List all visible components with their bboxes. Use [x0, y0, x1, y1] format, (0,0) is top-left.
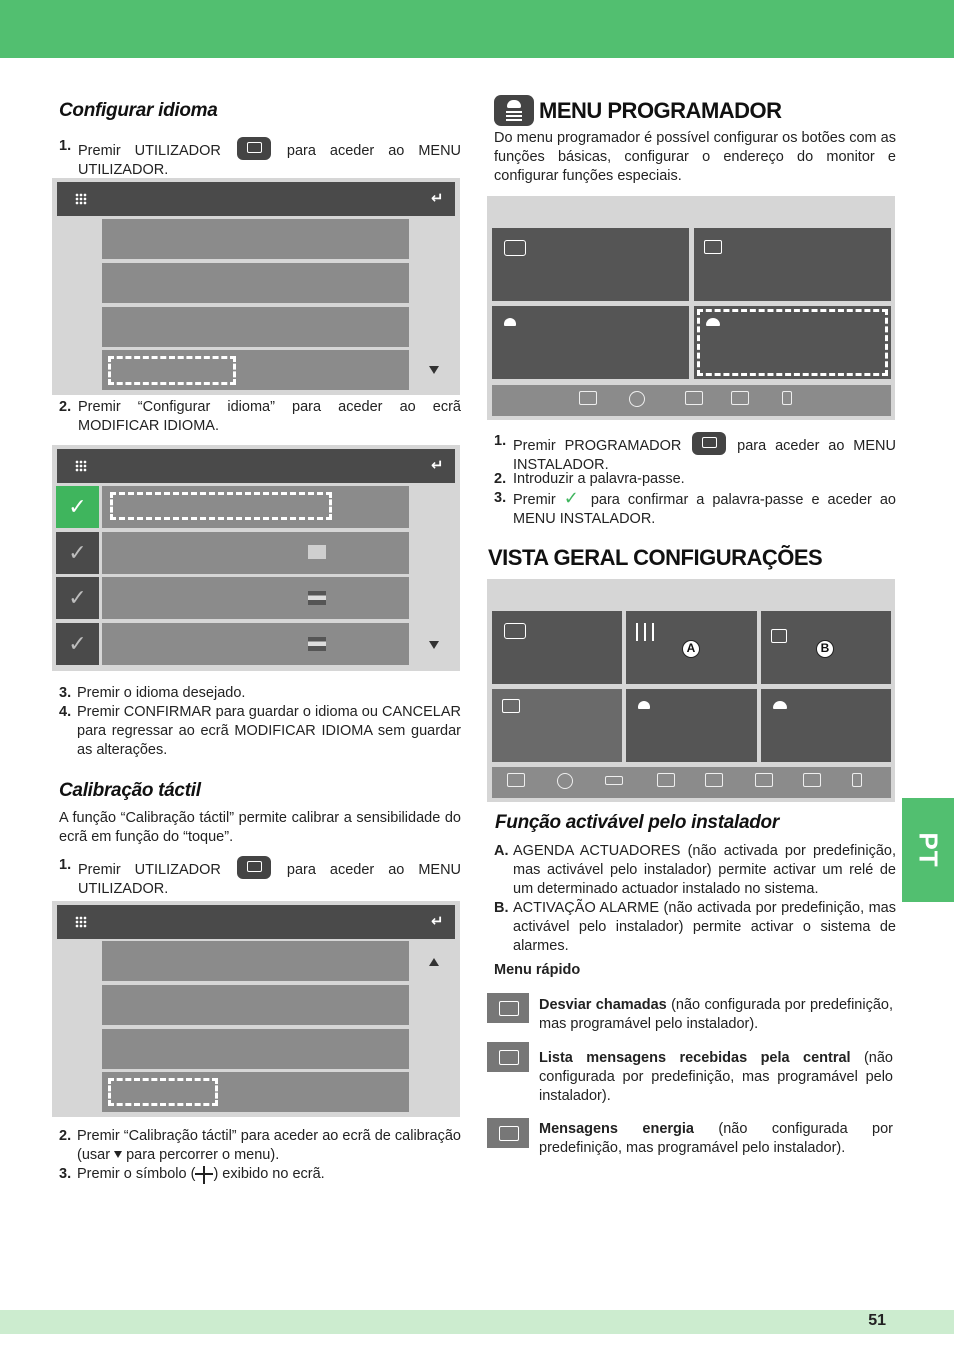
tile-video[interactable]: [694, 228, 891, 301]
idioma-step-1: 1. Premir UTILIZADOR para aceder ao MENU UTILIZADOR.: [59, 138, 462, 178]
screen-calibracao-menu: [52, 901, 460, 1117]
calib-step-3: 3. Premir o símbolo ( ) exibido no ecrã.: [59, 1166, 325, 1182]
tile-agenda-actuadores[interactable]: [626, 611, 757, 684]
menu-row[interactable]: [102, 307, 409, 347]
menu-row-configurar-idioma[interactable]: [102, 350, 409, 390]
programador-icon: [494, 95, 534, 126]
menu-grid-icon[interactable]: [75, 460, 87, 472]
programador-step-1: 1. Premir PROGRAMADOR para aceder ao MENU INSTALADOR.: [494, 433, 896, 473]
programador-step-2: 2. Introduzir a palavra-passe.: [494, 471, 685, 487]
intercom-icon[interactable]: [629, 391, 645, 407]
arrow-down-icon: [114, 1151, 122, 1158]
tile-programador[interactable]: [761, 689, 891, 762]
programador-intro: Do menu programador é possível configurar os botões com as funções básicas, configurar o endereço do monitor e configurar funções especiais.: [494, 130, 896, 184]
menu-row[interactable]: [102, 1029, 409, 1069]
idioma-step-4: 4. Premir CONFIRMAR para guardar o idioma ou CANCELAR para regressar ao ecrã MODIFICAR IDIOMA sem guardar as alterações.: [59, 704, 461, 758]
tile-servicos[interactable]: [492, 306, 689, 379]
section-title-configurar-idioma: Configurar idioma: [59, 100, 218, 121]
mensagens-energia-icon: [487, 1118, 529, 1148]
idioma-step-2: 2. Premir “Configurar idioma” para aceder ao ecrã MODIFICAR IDIOMA.: [59, 399, 461, 434]
screen-header: [57, 905, 455, 939]
screen-add-icon[interactable]: [657, 773, 675, 787]
menu-desviar-chamadas: Desviar chamadas (não configurada por predefinição, mas programável pelo instalador).: [539, 997, 894, 1032]
lock-icon: [771, 629, 787, 643]
intercom-icon[interactable]: [557, 773, 573, 789]
screen-menu-utilizador: [52, 178, 460, 395]
idioma-step-3: 3. Premir o idioma desejado.: [59, 685, 246, 701]
language-row[interactable]: [102, 577, 409, 619]
tile-video[interactable]: [492, 689, 622, 762]
back-enter-icon[interactable]: ↵: [431, 913, 444, 930]
user-icon: [638, 701, 650, 709]
envelope-icon[interactable]: [731, 391, 749, 405]
section-title-menu-programador: MENU PROGRAMADOR: [539, 98, 782, 123]
flag-icon: [308, 591, 326, 605]
menu-grid-icon[interactable]: [75, 193, 87, 205]
message-icon[interactable]: [579, 391, 597, 405]
screen-add-icon[interactable]: [685, 391, 703, 405]
flag-icon: [308, 637, 326, 651]
programador-step-3: 3. Premir ✓ para confirmar a palavra-passe e aceder ao MENU INSTALADOR.: [494, 488, 896, 527]
message-icon[interactable]: [507, 773, 525, 787]
video-icon: [704, 240, 722, 254]
highlight-dashed: [697, 309, 888, 376]
calibracao-intro: A função “Calibração táctil” permite calibrar a sensibilidade do ecrã em função do “toque”.: [59, 810, 461, 845]
check-icon[interactable]: ✓: [56, 623, 99, 665]
sliders-icon: [636, 623, 658, 641]
energy-message-icon[interactable]: [803, 773, 821, 787]
language-tab: PT: [902, 798, 954, 902]
highlight-dashed: [108, 1078, 218, 1106]
tile-programador[interactable]: [694, 306, 891, 379]
menu-lista-mensagens: Lista mensagens recebidas pela central (não configurada por predefinição, mas programável pelo instalador).: [539, 1050, 893, 1104]
funcao-item-b: B. ACTIVAÇÃO ALARME (não activada por predefinição, mas activável pelo instalador) permite activar o sistema de alarmes.: [494, 900, 896, 954]
utilizador-icon: [237, 856, 271, 879]
section-title-vista-geral: VISTA GERAL CONFIGURAÇÕES: [488, 545, 823, 570]
screen-header: [57, 182, 455, 216]
programador-inline-icon: [692, 432, 726, 455]
programador-small-icon: [773, 701, 787, 709]
check-confirm-icon: ✓: [563, 488, 583, 508]
programador-small-icon: [706, 318, 720, 326]
section-title-funcao-activavel: Função activável pelo instalador: [495, 812, 779, 833]
screen-programador: [487, 196, 895, 420]
check-icon[interactable]: ✓: [56, 532, 99, 574]
calib-step-1: 1. Premir UTILIZADOR para aceder ao MENU UTILIZADOR.: [59, 857, 462, 897]
menu-grid-icon[interactable]: [75, 916, 87, 928]
check-icon[interactable]: ✓: [56, 486, 99, 528]
scroll-down-icon[interactable]: [429, 641, 439, 649]
door-icon[interactable]: [852, 773, 862, 787]
menu-row[interactable]: [102, 985, 409, 1025]
highlight-dashed: [108, 356, 236, 385]
door-icon[interactable]: [782, 391, 792, 405]
language-row[interactable]: [102, 532, 409, 574]
menu-row[interactable]: [102, 219, 409, 259]
back-enter-icon[interactable]: ↵: [431, 457, 444, 474]
call-divert-icon[interactable]: [605, 776, 623, 785]
calib-step-2: 2. Premir “Calibração táctil” para aceder ao ecrã de calibração (usar para percorrer o menu).: [59, 1128, 461, 1163]
flag-uk-icon: [308, 545, 326, 559]
chat-icon: [504, 623, 526, 639]
chat-icon: [504, 240, 526, 256]
lista-mensagens-icon: [487, 1042, 529, 1072]
video-icon: [502, 699, 520, 713]
screen-vista-geral: [487, 579, 895, 802]
language-row-selected[interactable]: [102, 486, 409, 528]
tile-utilizador[interactable]: [492, 228, 689, 301]
menu-row-calibracao[interactable]: [102, 1072, 409, 1112]
back-enter-icon[interactable]: ↵: [431, 190, 444, 207]
menu-rapido-label: Menu rápido: [494, 962, 581, 978]
crosshair-icon: [195, 1166, 213, 1180]
messages-list-icon[interactable]: [755, 773, 773, 787]
funcao-item-a: A. AGENDA ACTUADORES (não activada por predefinição, mas activável pelo instalador) permite activar um relé de um determinado actuador instalado no sistema.: [494, 843, 896, 897]
scroll-up-icon[interactable]: [429, 958, 439, 966]
quick-bar: [492, 385, 891, 416]
section-title-calibracao: Calibração táctil: [59, 780, 201, 801]
highlight-dashed: [110, 492, 332, 520]
tile-activacao-alarme[interactable]: [761, 611, 891, 684]
badge-b: B: [816, 640, 834, 658]
desviar-chamadas-icon: [487, 993, 529, 1023]
user-icon: [504, 318, 516, 326]
language-row[interactable]: [102, 623, 409, 665]
tile-servicos[interactable]: [626, 689, 757, 762]
menu-row[interactable]: [102, 941, 409, 981]
screen-modificar-idioma: [52, 445, 460, 671]
utilizador-icon: [237, 137, 271, 160]
quick-bar: [492, 767, 891, 798]
top-green-bar: [0, 0, 954, 58]
screen-header: [57, 449, 455, 483]
scroll-down-icon[interactable]: [429, 366, 439, 374]
tile-utilizador[interactable]: [492, 611, 622, 684]
menu-row[interactable]: [102, 263, 409, 303]
bottom-bar: [0, 1310, 954, 1334]
badge-a: A: [682, 640, 700, 658]
page-number: 51: [868, 1312, 886, 1329]
check-icon[interactable]: ✓: [56, 577, 99, 619]
envelope-icon[interactable]: [705, 773, 723, 787]
menu-mensagens-energia: Mensagens energia (não configurada por predefinição, mas programável pelo instalador).: [539, 1121, 894, 1156]
